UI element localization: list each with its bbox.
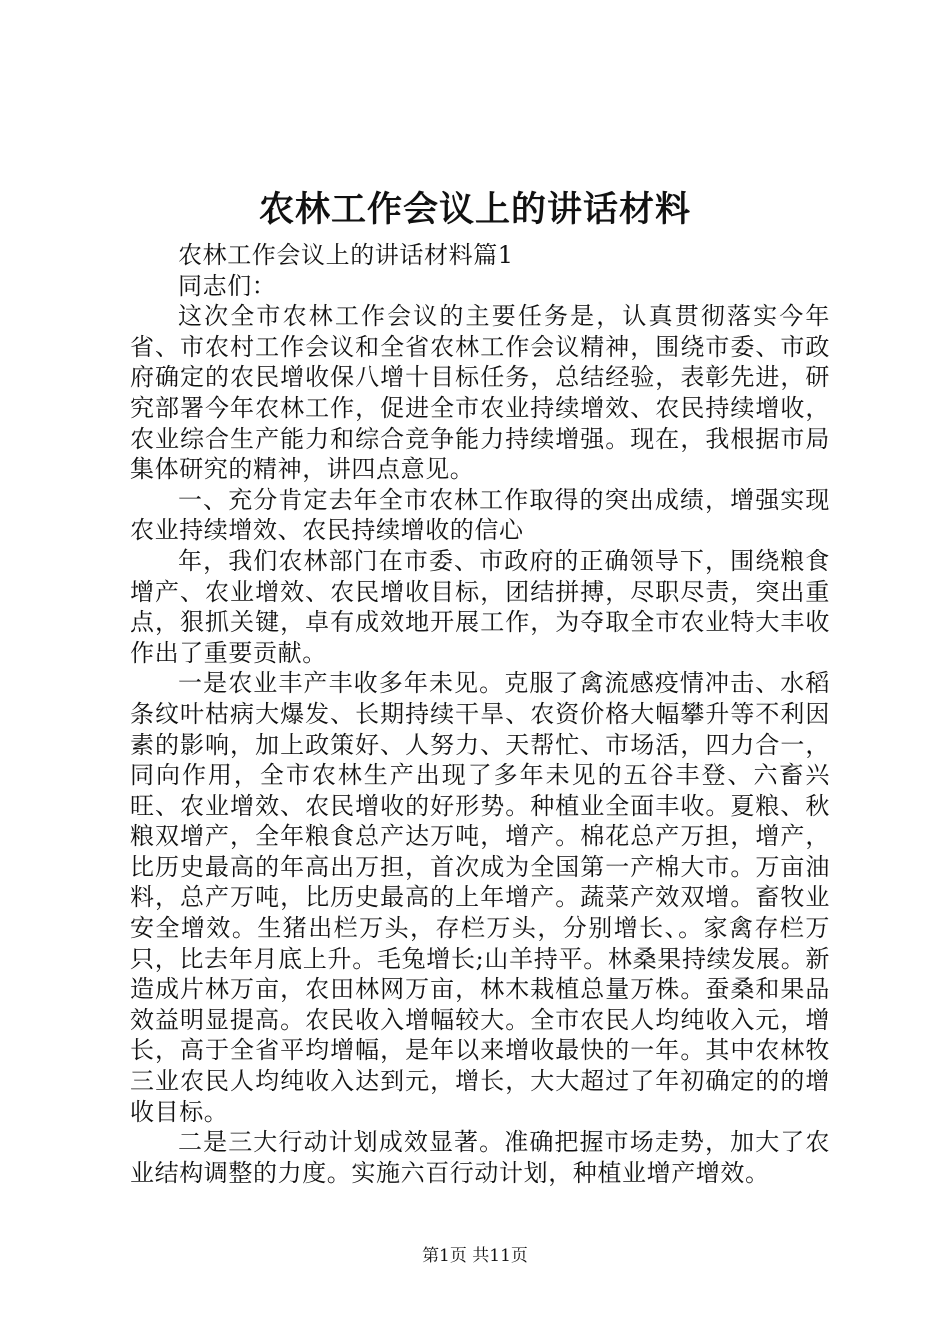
document-title: 农林工作会议上的讲话材料 <box>258 189 691 230</box>
page-number-footer: 第1页 共11页 <box>422 1246 528 1266</box>
body-paragraph: 二是三大行动计划成效显著。准确把握市场走势，加大了农业结构调整的力度。实施六百行动计划，种植业增产增效。 <box>130 1128 830 1187</box>
section-heading: 农林工作会议上的讲话材料篇1 <box>178 241 514 269</box>
body-paragraph: 这次全市农林工作会议的主要任务是，认真贯彻落实今年省、市农村工作会议和全省农林工作会议精神，围绕市委、市政府确定的农民增收保八增十目标任务，总结经验，表彰先进，研究部署今年农林工作，促进全市农业持续增效、农民持续增收，农业综合生产能力和综合竞争能力持续增强。现在，我根据市局集体研究的精神，讲四点意见。 <box>130 302 830 484</box>
body-paragraph: 一、充分肯定去年全市农林工作取得的突出成绩，增强实现农业持续增效、农民持续增收的信心 <box>130 485 830 545</box>
salutation: 同志们： <box>178 271 277 300</box>
document-body <box>130 240 830 1188</box>
body-paragraph: 年，我们农林部门在市委、市政府的正确领导下，围绕粮食增产、农业增效、农民增收目标，团结拼搏，尽职尽责，突出重点，狠抓关键，卓有成效地开展工作，为夺取全市农业特大丰收作出了重要贡献。 <box>130 546 830 667</box>
body-paragraph: 一是农业丰产丰收多年未见。克服了禽流感疫情冲击、水稻条纹叶枯病大爆发、长期持续干旱、农资价格大幅攀升等不利因素的影响，加上政策好、人努力、天帮忙、市场活，四力合一，同向作用，全市农林生产出现了多年未见的五谷丰登、六畜兴旺、农业增效、农民增收的好形势。种植业全面丰收。夏粮、秋粮双增产，全年粮食总产达万吨，增产。棉花总产万担，增产，比历史最高的年高出万担，首次成为全国第一产棉大市。万亩油料，总产万吨，比历史最高的上年增产。蔬菜产效双增。畜牧业安全增效。生猪出栏万头，存栏万头，分别增长、。家禽存栏万只，比去年月底上升。毛兔增长;山羊持平。林桑果持续发展。新造成片林万亩，农田林网万亩，林木栽植总量万株。蚕桑和果品效益明显提高。农民收入增幅较大。全市农民人均纯收入元，增长，高于全省平均增幅，是年以来增收最快的一年。其中农林牧三业农民人均纯收入达到元，增长，大大超过了年初确定的的增收目标。 <box>130 669 830 1126</box>
